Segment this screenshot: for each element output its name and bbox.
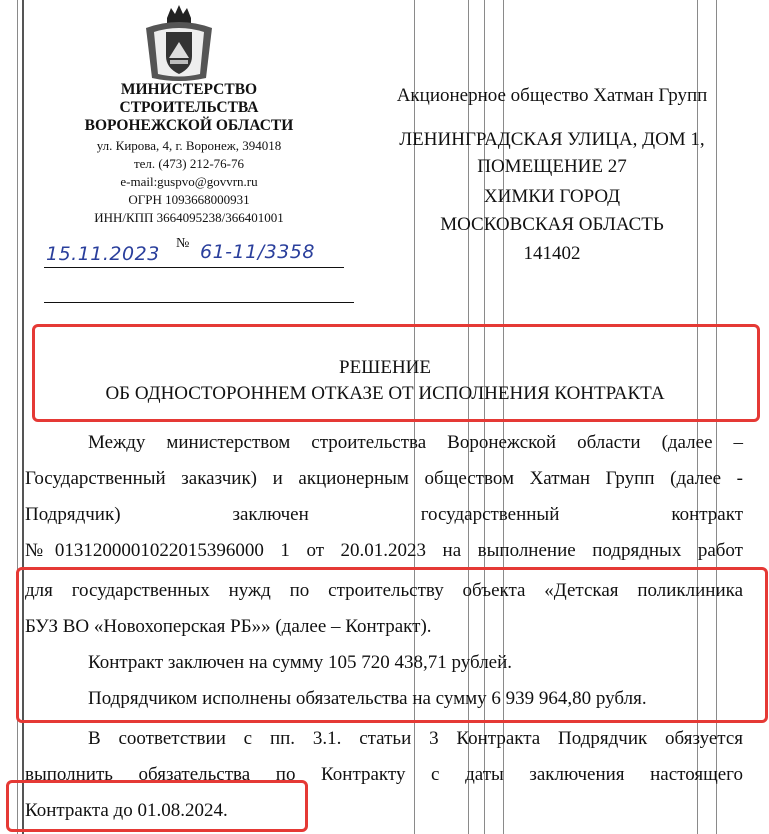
contract-deadline: Контракта до 01.08.2024. <box>25 800 228 821</box>
date-number-underline <box>44 267 344 268</box>
executed-amount: Подрядчиком исполнены обязательства на сумму 6 939 964,80 рубля. <box>88 688 647 709</box>
org-inn-kpp: ИНН/КПП 3664095238/366401001 <box>94 210 284 225</box>
org-phone: тел. (473) 212-76-76 <box>133 156 244 171</box>
org-ogrn: ОГРН 1093668000931 <box>128 192 250 207</box>
paragraph-line: Между министерством строительства Воронежской области (далее – <box>88 432 743 453</box>
handwritten-outgoing-number: 61-11/3358 <box>200 241 315 263</box>
paragraph-line: Государственный заказчик) и акционерным обществом Хатман Групп (далее - <box>25 468 743 489</box>
document-title: РЕШЕНИЕ <box>339 357 431 378</box>
voronezh-coat-of-arms-icon <box>140 2 218 84</box>
org-name-line: МИНИСТЕРСТВО <box>120 81 258 98</box>
reference-line <box>44 302 354 303</box>
contract-amount: Контракт заключен на сумму 105 720 438,71 рублей. <box>88 652 513 673</box>
addressee-line: ПОМЕЩЕНИЕ 27 <box>477 156 627 177</box>
addressee-company: Акционерное общество Хатман Групп <box>396 85 708 106</box>
org-name-line: ВОРОНЕЖСКОЙ ОБЛАСТИ <box>84 117 294 134</box>
org-email: e-mail:guspvo@govvrn.ru <box>120 174 258 189</box>
number-sign: № <box>176 236 190 251</box>
contract-number-line: №0131200001022015396000 1 от 20.01.2023 на выполнение подрядных работ <box>25 540 743 561</box>
document-subtitle: ОБ ОДНОСТОРОННЕМ ОТКАЗЕ ОТ ИСПОЛНЕНИЯ КОНТРАКТА <box>105 383 665 404</box>
paragraph-line: В соответствии с пп. 3.1. статьи 3 Контракта Подрядчик обязуется <box>88 728 743 749</box>
addressee-line: ЛЕНИНГРАДСКАЯ УЛИЦА, ДОМ 1, <box>399 129 705 150</box>
paragraph-line: выполнить обязательства по Контракту с даты заключения настоящего <box>25 764 743 785</box>
addressee-line: МОСКОВСКАЯ ОБЛАСТЬ <box>440 214 664 235</box>
paragraph-line: для государственных нужд по строительству объекта «Детская поликлиника <box>25 580 743 601</box>
handwritten-date: 15.11.2023 <box>46 243 160 265</box>
org-name-line: СТРОИТЕЛЬСТВА <box>119 99 259 116</box>
paragraph-line: Подрядчик) заключен государственный контракт <box>25 504 743 525</box>
org-address: ул. Кирова, 4, г. Воронеж, 394018 <box>96 138 282 153</box>
addressee-postcode: 141402 <box>523 243 581 264</box>
paragraph-line: БУЗ ВО «Новохоперская РБ»» (далее – Контракт). <box>25 616 432 637</box>
addressee-line: ХИМКИ ГОРОД <box>483 186 621 207</box>
